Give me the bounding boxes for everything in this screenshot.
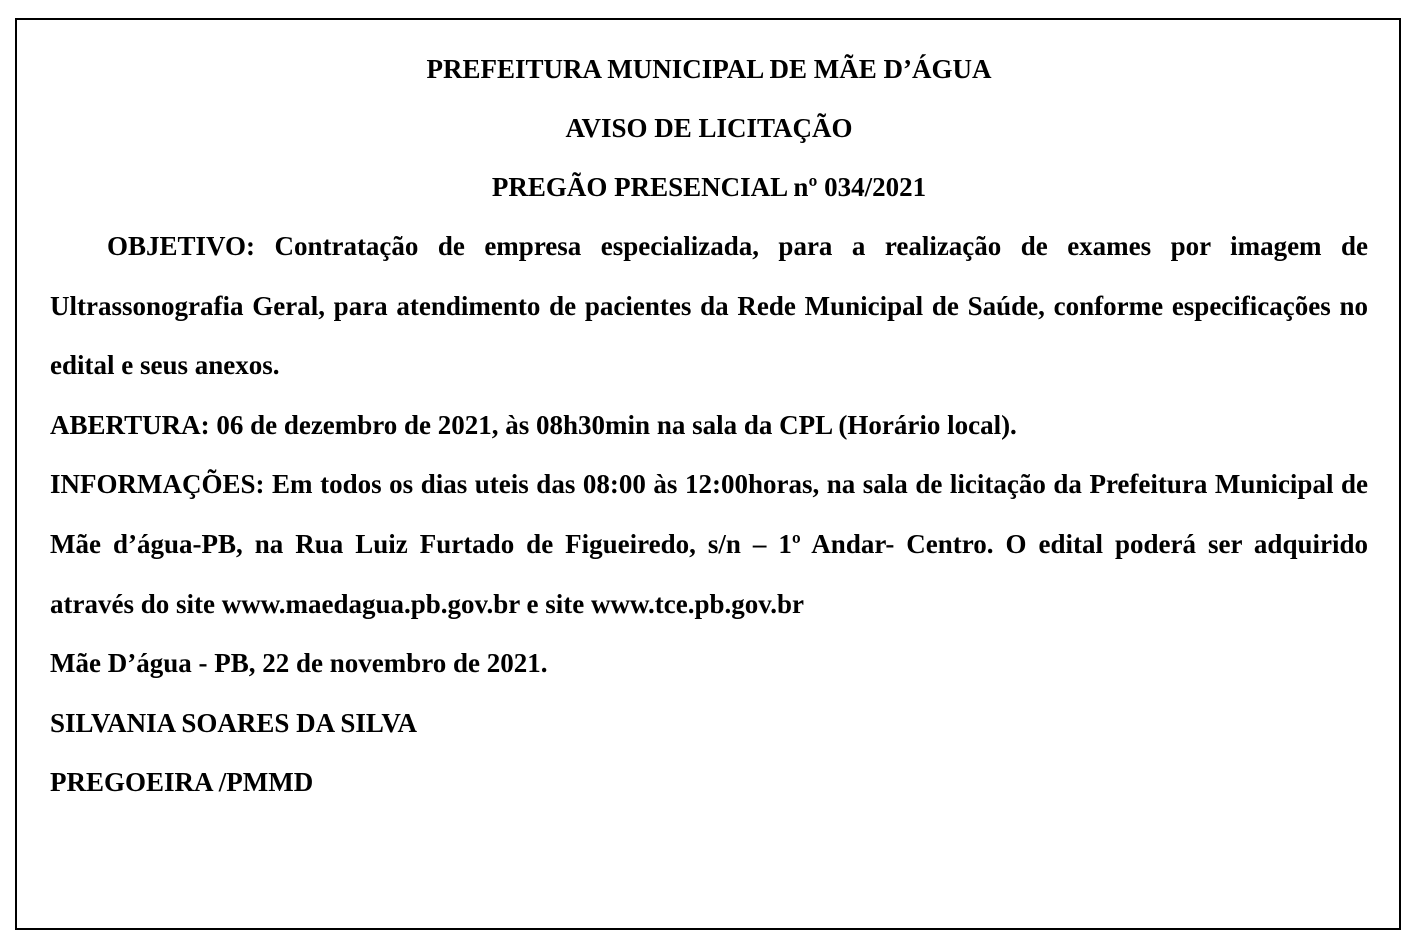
notice-content <box>50 40 1368 813</box>
information-text: Em todos os dias uteis das 08:00 às 12:00horas, na sala de licitação da Prefeitura Municipal de Mãe d’água-PB, na Rua Luiz Furtado de Figueiredo, s/n – 1º Andar- Centro. O edital poderá ser adquirido através do site www.maedagua.pb.gov.br e site www.tce.pb.gov.br <box>50 469 1368 619</box>
objective-paragraph <box>50 217 1368 396</box>
objective-label: OBJETIVO: <box>107 231 255 261</box>
information-paragraph <box>50 455 1368 634</box>
objective-text: Contratação de empresa especializada, para a realização de exames por imagem de Ultrassonografia Geral, para atendimento de pacientes da Rede Municipal de Saúde, conforme especificações no edital e seus anexos. <box>50 231 1368 381</box>
information-label: INFORMAÇÕES: <box>50 469 265 500</box>
notice-title: AVISO DE LICITAÇÃO <box>565 113 853 143</box>
place-date: Mãe D’água - PB, 22 de novembro de 2021. <box>50 648 548 679</box>
opening-text: 06 de dezembro de 2021, às 08h30min na sala da CPL (Horário local). <box>216 409 1017 440</box>
opening-label: ABERTURA: <box>50 409 210 440</box>
signatory-role: PREGOEIRA /PMMD <box>50 767 314 798</box>
procedure-number: PREGÃO PRESENCIAL nº 034/2021 <box>491 172 927 202</box>
opening-paragraph <box>50 396 1368 456</box>
signatory-name: SILVANIA SOARES DA SILVA <box>50 707 417 738</box>
institution-heading: PREFEITURA MUNICIPAL DE MÃE D’ÁGUA <box>426 54 992 84</box>
